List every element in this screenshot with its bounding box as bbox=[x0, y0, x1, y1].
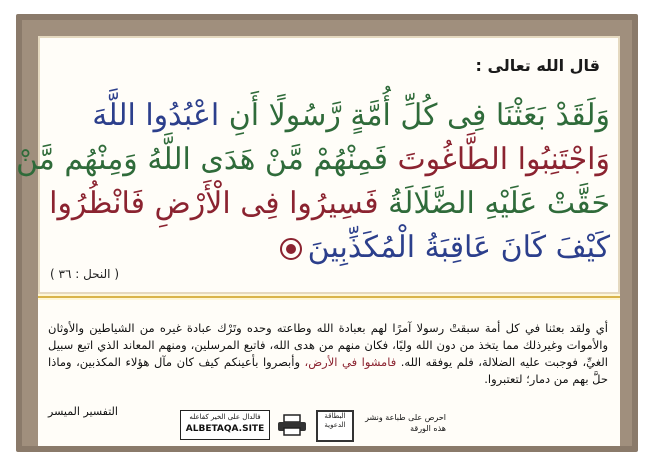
footer bbox=[180, 410, 446, 440]
tafsir-highlight: فامشوا في الأرض، bbox=[304, 355, 397, 369]
logo: البطاقة الدعوية bbox=[316, 410, 354, 442]
verse-line-3 bbox=[48, 184, 610, 224]
site-box[interactable] bbox=[180, 410, 270, 440]
verse-segment: فَمِنْهُمْ مَّنْ هَدَى اللَّهُ وَمِنْهُم مَّنْ bbox=[15, 142, 388, 177]
tafsir-source: التفسير الميسر bbox=[48, 405, 118, 418]
verse-line-1 bbox=[48, 96, 610, 136]
site-tagline: فالدال على الخير كفاعله bbox=[189, 413, 261, 421]
verse-line-2 bbox=[15, 140, 610, 180]
verse-line-4 bbox=[48, 228, 610, 268]
verse-segment: وَاجْتَنِبُوا الطَّاغُوتَ bbox=[387, 142, 610, 177]
surah-reference: ( النحل : ٣٦ ) bbox=[50, 267, 120, 281]
printer-icon bbox=[276, 414, 308, 436]
verse-segment: وَلَقَدْ بَعَثْنَا فِى كُلِّ أُمَّةٍ رَّسُولًا أَنِ bbox=[219, 98, 610, 133]
intro-heading: قال الله تعالى : bbox=[475, 56, 600, 75]
verse-segment: اعْبُدُوا اللَّهَ bbox=[92, 98, 220, 133]
tafsir-part: وأبصروا بأعينكم كيف كان مآل هؤلاء المكذبين، وماذا حلَّ بهم من دمار؛ لتعتبروا. bbox=[48, 355, 608, 386]
verse-end-icon bbox=[280, 238, 302, 260]
tafsir-text bbox=[48, 320, 608, 388]
verse-segment: فَسِيرُوا فِى الْأَرْضِ فَانْظُرُوا bbox=[49, 186, 379, 221]
site-url[interactable]: ALBETAQA.SITE bbox=[185, 424, 265, 434]
tafsir-part: أي ولقد بعثنا في كل أمة سبقتْ رسولا آمرًا لهم بعبادة الله وطاعته وحده وتَرْك عبادة غيره من الشياطين والأوثان والأموات وغيرذلك مما يتخذ من دون الله وليًا، فكان منهم من هدى الله، فاتبع المرسلين، ومنهم المعاند الذي اتبع سبيل الغيِّ، فوجبت عليه الضلالة، فلم يوفقه الله. bbox=[48, 321, 608, 369]
verse-segment: حَقَّتْ عَلَيْهِ الضَّلَالَةُ bbox=[378, 186, 610, 221]
verse-segment: كَيْفَ كَانَ عَاقِبَةُ الْمُكَذِّبِينَ bbox=[307, 230, 610, 265]
print-note: احرص على طباعة ونشر هذه الورقة bbox=[365, 413, 446, 433]
